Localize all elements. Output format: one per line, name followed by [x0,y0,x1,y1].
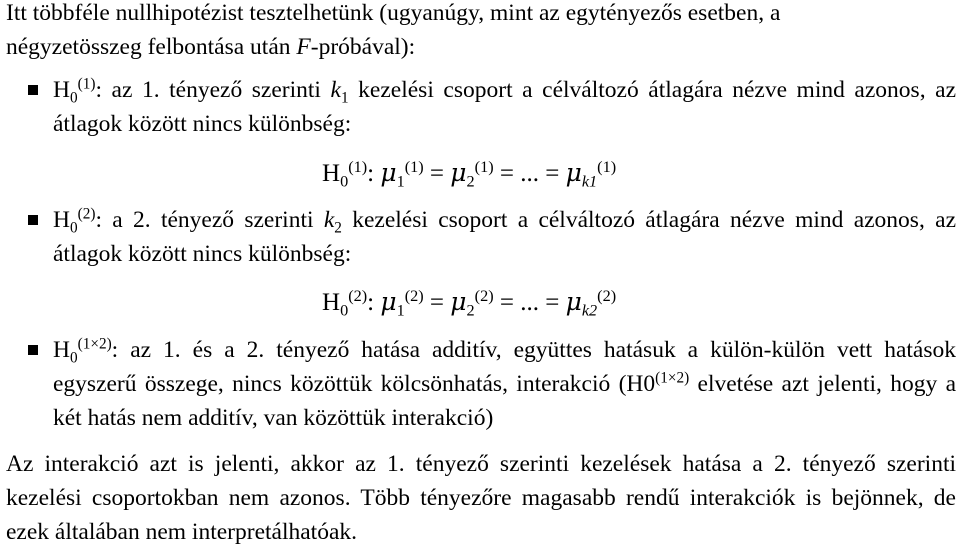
f-symbol: F [296,34,311,60]
bullet-item-h0-1 [28,73,956,141]
bullet-text-1: $H_0^{(1)}$: az 1. tényező szerinti $k_1$ kezelési csoport a célváltozó átlagára nézve mind azonos, az átlagok között nincs különbség: [53,75,956,137]
intro-paragraph [6,0,956,64]
bullet-item-h0-interaction [28,333,956,435]
square-bullet-icon [28,215,38,225]
intro-line-2: négyzetösszeg felbontása után F-próbával): [6,34,416,60]
outro-paragraph: Az interakció azt is jelenti, akkor az 1. tényező szerinti kezelések hatása a 2. tényező szerinti kezelési csoportokban nem azonos. Több tényezőre magasabb rendű interakciók is bejönnek, de ezek általában nem interpretálhatóak. [6,451,956,545]
square-bullet-icon [28,345,38,355]
formula-h0-2: $H_0^{(2)}$: $\mu_1^{(2)} = \mu_2^{(2)}$ = ... = $\mu_{k2}^{(2)}$ [322,287,617,320]
intro-line-1: Itt többféle nullhipotézist tesztelhetünk (ugyanúgy, mint az egytényezős esetben, a [6,0,781,26]
formula-h0-1: $H_0^{(1)}$: $\mu_1^{(1)} = \mu_2^{(1)}$ = ... = $\mu_{k1}^{(1)}$ [322,158,617,191]
square-bullet-icon [28,85,38,95]
bullet-item-h0-2 [28,203,956,271]
bullet-text-2: $H_0^{(2)}$: a 2. tényező szerinti $k_2$ kezelési csoport a célváltozó átlagára nézve mind azonos, az átlagok között nincs különbség: [53,205,957,267]
bullet-text-3: $H_0^{(1\times 2)}$: az 1. és a 2. tényező hatása additív, együttes hatásuk a külön-külön vett hatások egyszerű összege, nincs közöttük kölcsönhatás, interakció ($H0^{(1\times 2)}$ elvetése azt jelenti, hogy a két hatás nem additív, van közöttük interakció) [53,335,956,431]
